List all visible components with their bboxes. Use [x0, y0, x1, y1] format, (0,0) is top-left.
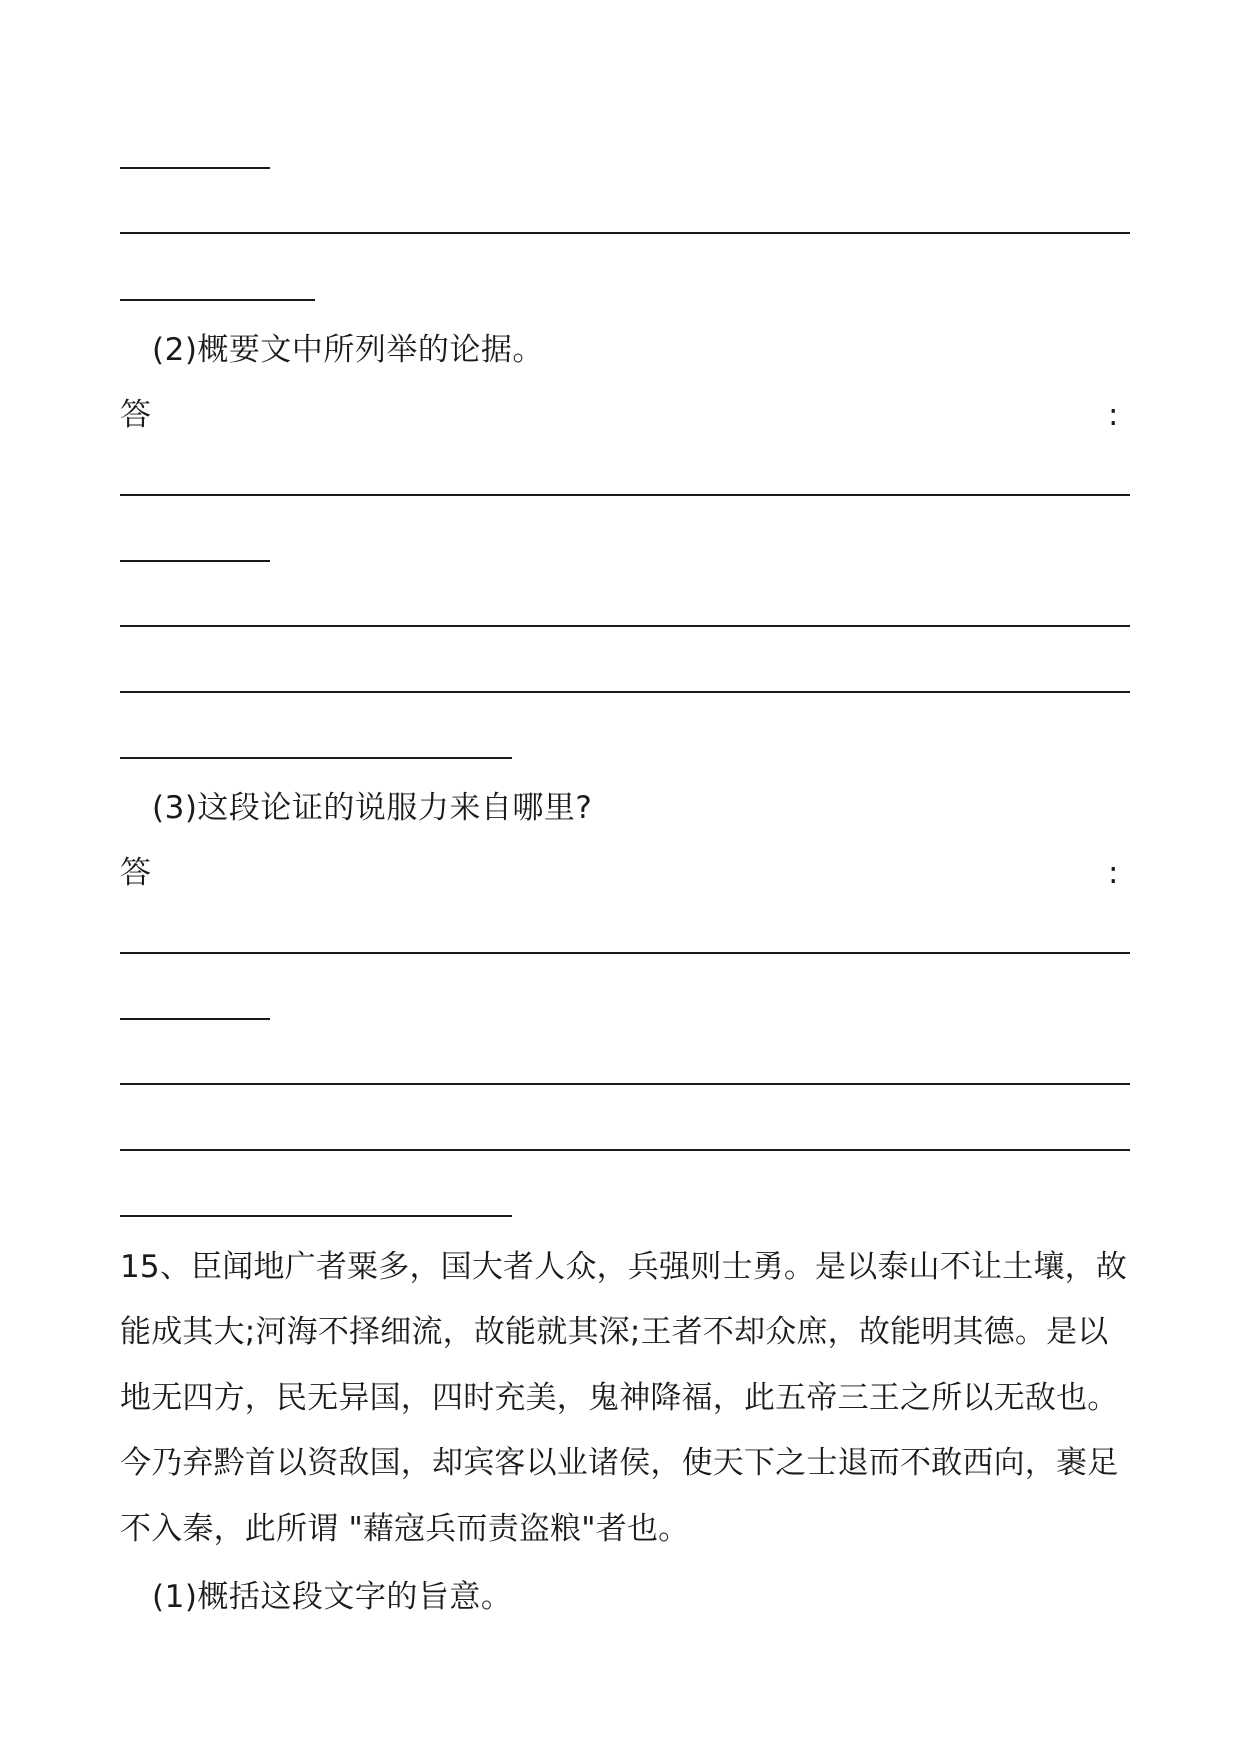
answer-label: 答 [120, 855, 152, 891]
question-3-prompt: (3)这段论证的说服力来自哪里? [152, 790, 593, 826]
answer-blank-line[interactable] [120, 1083, 1130, 1085]
answer-blank-line[interactable] [120, 560, 270, 562]
answer-blank-line[interactable] [120, 1149, 1130, 1151]
answer-blank-line[interactable] [120, 494, 1130, 496]
question-15-passage: 15、臣闻地广者粟多，国大者人众，兵强则士勇。是以泰山不让土壤，故能成其大;河海不择细流，故能就其深;王者不却众庶，故能明其德。是以地无四方，民无异国，四时充美，鬼神降福，此五帝三王之所以无敌也。今乃弃黔首以资敌国，却宾客以业诸侯，使天下之士退而不敢西向，裹足不入秦，此所谓 "藉寇兵而责盗粮"者也。 [120, 1249, 1128, 1547]
question-15-1-prompt: (1)概括这段文字的旨意。 [152, 1579, 513, 1615]
answer-blank-line[interactable] [120, 299, 315, 301]
answer-blank-line[interactable] [120, 1018, 270, 1020]
answer-label: 答 [120, 397, 152, 433]
answer-blank-line[interactable] [120, 757, 512, 759]
answer-blank-line[interactable] [120, 625, 1130, 627]
answer-colon: : [1108, 855, 1119, 891]
answer-colon: : [1108, 397, 1119, 433]
answer-blank-line[interactable] [120, 167, 270, 169]
answer-blank-line[interactable] [120, 1215, 512, 1217]
answer-blank-line[interactable] [120, 952, 1130, 954]
question-2-prompt: (2)概要文中所列举的论据。 [152, 332, 544, 368]
answer-blank-line[interactable] [120, 232, 1130, 234]
answer-blank-line[interactable] [120, 691, 1130, 693]
